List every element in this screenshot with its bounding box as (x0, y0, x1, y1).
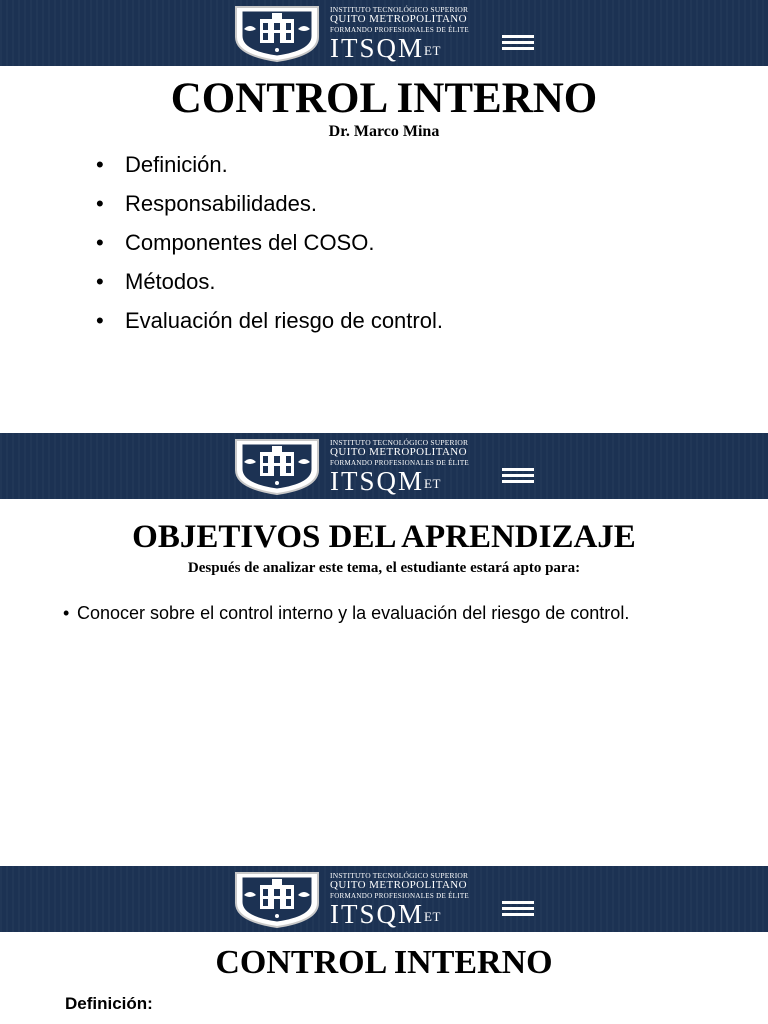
logo-brand-suffix: ET (424, 43, 441, 58)
list-item: • Definición. (96, 152, 228, 177)
section-label: Definición: (65, 994, 153, 1013)
slide-1-author: Dr. Marco Mina (328, 123, 440, 140)
header-banner (0, 0, 768, 66)
logo-line-3: FORMANDO PROFESIONALES DE ÉLITE (330, 459, 469, 467)
logo-bars-icon (502, 468, 534, 484)
logo-bars-icon (502, 35, 534, 51)
list-item: • Evaluación del riesgo de control. (96, 308, 443, 333)
slide-1 (0, 0, 768, 433)
header-banner (0, 866, 768, 932)
logo-line-1: INSTITUTO TECNOLÓGICO SUPERIOR (330, 438, 469, 447)
logo-line-2: QUITO METROPOLITANO (330, 879, 467, 891)
slide-2 (0, 433, 768, 866)
logo-line-1: INSTITUTO TECNOLÓGICO SUPERIOR (330, 5, 469, 14)
logo-brand (330, 466, 441, 499)
logo-brand-main: ITSQM (330, 33, 425, 63)
crest-logo-icon (232, 3, 322, 63)
header-banner (0, 433, 768, 499)
logo-line-3: FORMANDO PROFESIONALES DE ÉLITE (330, 26, 469, 34)
slide-1-bullet-list (96, 150, 443, 345)
logo-line-2: QUITO METROPOLITANO (330, 446, 467, 458)
institution-logo-text (330, 438, 540, 496)
list-item: • Componentes del COSO. (96, 230, 375, 255)
logo-brand-suffix: ET (424, 476, 441, 491)
slide-2-subtitle: Después de analizar este tema, el estudiante estará apto para: (187, 560, 581, 576)
crest-logo-icon (232, 436, 322, 496)
logo-line-3: FORMANDO PROFESIONALES DE ÉLITE (330, 892, 469, 900)
slide-1-title: CONTROL INTERNO (170, 75, 598, 122)
institution-logo-text (330, 5, 540, 63)
logo-brand-suffix: ET (424, 909, 441, 924)
logo-brand-main: ITSQM (330, 466, 425, 496)
logo-bars-icon (502, 901, 534, 917)
slide-3 (0, 866, 768, 1024)
logo-brand (330, 899, 441, 932)
crest-logo-icon (232, 869, 322, 929)
slide-2-bullet-list (63, 601, 629, 625)
institution-logo-text (330, 871, 540, 929)
logo-brand-main: ITSQM (330, 899, 425, 929)
logo-line-2: QUITO METROPOLITANO (330, 13, 467, 25)
slide-3-title: CONTROL INTERNO (215, 944, 553, 981)
list-item: • Métodos. (96, 269, 216, 294)
logo-line-1: INSTITUTO TECNOLÓGICO SUPERIOR (330, 871, 469, 880)
slide-2-title: OBJETIVOS DEL APRENDIZAJE (132, 519, 636, 555)
logo-brand (330, 33, 441, 66)
list-item: • Conocer sobre el control interno y la evaluación del riesgo de control. (63, 603, 630, 623)
list-item: • Responsabilidades. (96, 191, 318, 216)
